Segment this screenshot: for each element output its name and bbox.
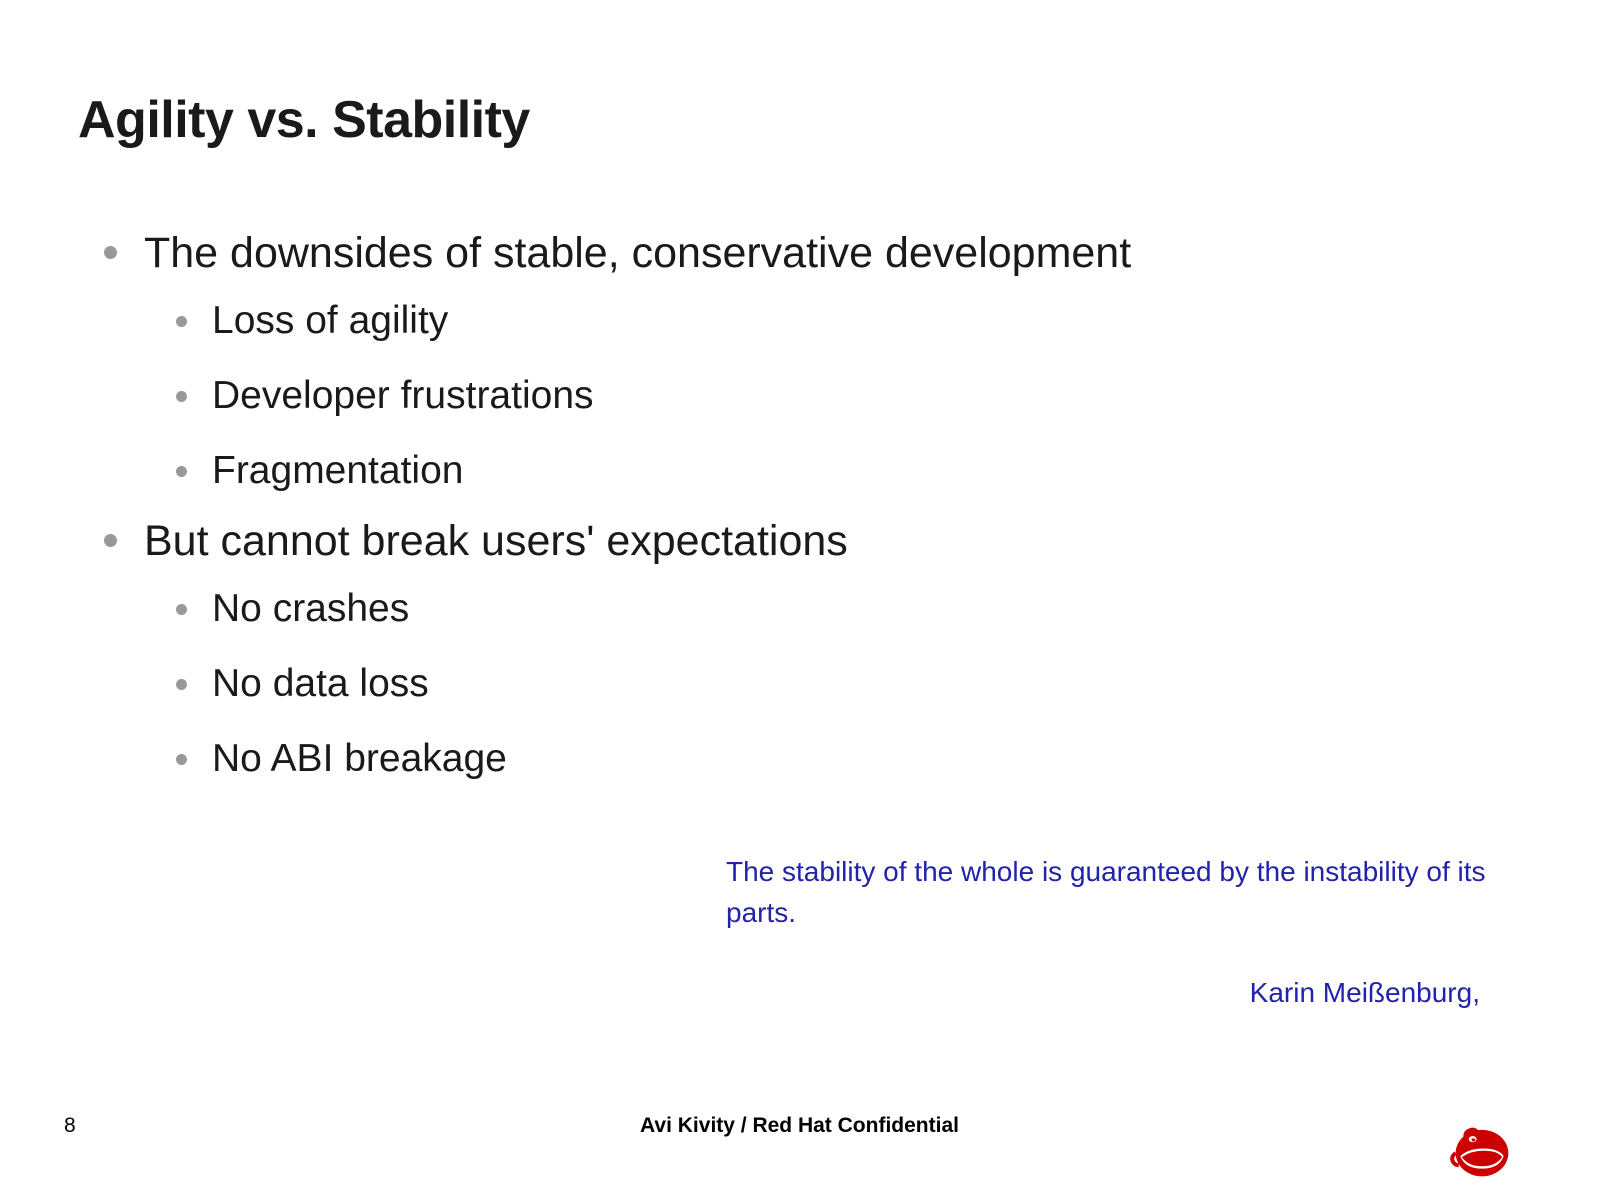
sub-bullet-text: Loss of agility (212, 299, 449, 342)
bullet-dot-icon (176, 754, 187, 765)
bullet-dot-icon (176, 604, 187, 615)
bullet-dot-icon (104, 246, 117, 259)
sub-bullet-text: Fragmentation (212, 449, 464, 492)
quote-attribution: Karin Meißenburg, (1249, 977, 1480, 1009)
sub-bullet-text: No ABI breakage (212, 737, 507, 780)
sub-bullet-text: Developer frustrations (212, 374, 594, 417)
bullet-text: But cannot break users' expectations (144, 517, 848, 565)
bullet-list-level2 (144, 573, 1492, 794)
bullet-dot-icon (176, 316, 187, 327)
bullet-list-level2 (144, 285, 1492, 506)
bullet-dot-icon (176, 466, 187, 477)
sub-bullet-item (144, 648, 1492, 719)
sub-bullet-text: No data loss (212, 662, 429, 705)
sub-bullet-item (144, 435, 1492, 506)
sub-bullet-text: No crashes (212, 587, 410, 630)
red-hat-shadowman-logo-icon (1443, 1119, 1521, 1181)
quote-text: The stability of the whole is guaranteed by the instability of its parts. (726, 856, 1486, 928)
bullet-item (92, 228, 1492, 506)
slide-content (92, 228, 1492, 804)
bullet-dot-icon (104, 534, 117, 547)
quote-block (726, 852, 1486, 1014)
footer-text: Avi Kivity / Red Hat Confidential (640, 1114, 959, 1137)
sub-bullet-item (144, 723, 1492, 794)
bullet-list-level1 (92, 228, 1492, 794)
page-title: Agility vs. Stability (78, 91, 530, 149)
bullet-dot-icon (176, 391, 187, 402)
sub-bullet-item (144, 573, 1492, 644)
sub-bullet-item (144, 360, 1492, 431)
page-number: 8 (64, 1114, 76, 1137)
bullet-dot-icon (176, 679, 187, 690)
bullet-item (92, 516, 1492, 794)
bullet-text: The downsides of stable, conservative development (144, 229, 1132, 277)
sub-bullet-item (144, 285, 1492, 356)
